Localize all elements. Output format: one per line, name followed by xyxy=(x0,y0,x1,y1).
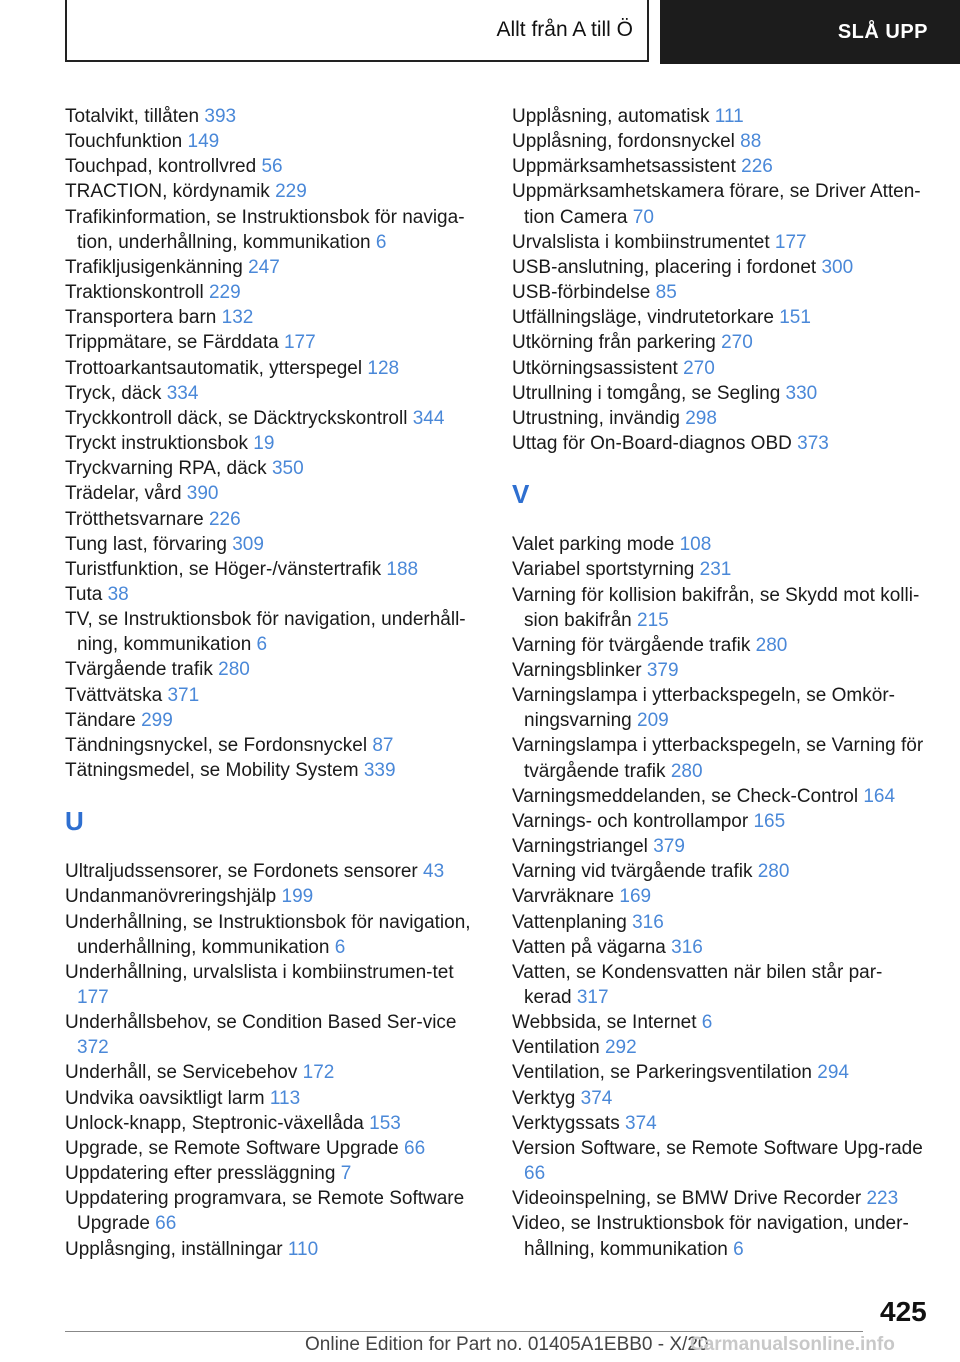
page-reference-link[interactable]: 43 xyxy=(423,861,445,883)
index-entry xyxy=(512,1035,928,1060)
index-entry-text: Varningsmeddelanden, se Check-Control xyxy=(512,785,859,807)
index-entry-text: Traktionskontroll xyxy=(65,282,204,304)
page-reference-link[interactable]: 66 xyxy=(155,1213,177,1235)
page-number: 425 xyxy=(880,1296,927,1327)
index-entry-text: Uppmärksamhetskamera förare, se Driver Atten-tion Camera xyxy=(512,181,921,228)
index-entry-text: Turistfunktion, se Höger-/vänstertrafik xyxy=(65,558,382,580)
page-reference-link[interactable]: 209 xyxy=(637,710,669,732)
index-entry xyxy=(65,1136,481,1161)
index-entry xyxy=(65,532,481,557)
index-entry-text: Tuta xyxy=(65,583,103,605)
page-reference-link[interactable]: 87 xyxy=(372,734,394,756)
page-reference-link[interactable]: 6 xyxy=(733,1238,744,1260)
index-entry xyxy=(512,658,928,683)
page-reference-link[interactable]: 177 xyxy=(283,332,316,354)
page-reference-link[interactable]: 350 xyxy=(271,458,304,480)
page-reference-link[interactable]: 151 xyxy=(779,307,811,329)
page-reference-link[interactable]: 19 xyxy=(253,433,275,455)
index-entry-text: Tung last, förvaring xyxy=(65,533,227,555)
index-entry-text: Varningslampa i ytterbackspegeln, se Omkör-ningsvarning xyxy=(512,685,895,732)
index-entry xyxy=(65,910,481,960)
page-reference-link[interactable]: 280 xyxy=(755,634,788,656)
index-entry-text: USB-förbindelse xyxy=(512,282,651,304)
index-entry xyxy=(65,1086,481,1111)
index-entry-text: Underhåll, se Servicebehov xyxy=(65,1062,298,1084)
page-reference-link[interactable]: 88 xyxy=(740,131,762,153)
page-reference-link[interactable]: 270 xyxy=(721,332,753,354)
page-reference-link[interactable]: 298 xyxy=(685,407,717,429)
index-entry-text: Webbsida, se Internet xyxy=(512,1012,697,1034)
index-entry xyxy=(65,683,481,708)
index-entry-text: Varning för tvärgående trafik xyxy=(512,634,751,656)
index-entry xyxy=(512,583,928,633)
index-entry xyxy=(65,330,481,355)
page-reference-link[interactable]: 177 xyxy=(77,987,109,1008)
index-entry xyxy=(65,1237,481,1262)
page-reference-link[interactable]: 56 xyxy=(261,156,283,178)
page-reference-link[interactable]: 66 xyxy=(404,1137,426,1159)
index-entry xyxy=(65,356,481,381)
page-reference-link[interactable]: 164 xyxy=(863,785,896,807)
index-entry-text: Underhållning, urvalslista i kombiinstrumen-tet xyxy=(65,961,454,983)
section-tab[interactable]: Allt från A till Ö xyxy=(65,0,649,62)
index-entry xyxy=(512,1086,928,1111)
index-entry xyxy=(65,1010,481,1060)
index-entry-text: Upplåsning, fordonsnyckel xyxy=(512,131,735,153)
page-reference-link[interactable]: 373 xyxy=(797,433,829,455)
index-entry-text: Transportera barn xyxy=(65,307,217,329)
index-entry-text: Videoinspelning, se BMW Drive Recorder xyxy=(512,1188,862,1210)
page-reference-link[interactable]: 330 xyxy=(785,382,818,404)
index-entry-text: Vatten på vägarna xyxy=(512,936,666,958)
page-reference-link[interactable]: 371 xyxy=(167,684,200,706)
index-entry-text: Uttag för On-Board-diagnos OBD xyxy=(512,433,792,455)
index-entry xyxy=(512,179,928,229)
page-reference-link[interactable]: 6 xyxy=(701,1012,713,1034)
index-entry-text: Undvika oavsiktligt larm xyxy=(65,1087,265,1109)
index-entry-text: Upplåsnging, inställningar xyxy=(65,1238,283,1260)
index-entry xyxy=(65,1111,481,1136)
index-entry xyxy=(512,532,928,557)
footer-divider xyxy=(65,1331,863,1332)
page-reference-link[interactable]: 70 xyxy=(632,206,654,228)
index-entry xyxy=(512,154,928,179)
index-entry xyxy=(65,607,481,657)
index-entry-text: Utkörning från parkering xyxy=(512,332,716,354)
index-entry xyxy=(65,255,481,280)
index-entry-text: Trafikinformation, se Instruktionsbok för naviga-tion, underhållning, kommunikation xyxy=(65,206,465,253)
page-reference-link[interactable]: 390 xyxy=(186,483,219,505)
index-entry xyxy=(65,431,481,456)
index-entry-text: TV, se Instruktionsbok för navigation, underhåll-ning, kommunikation xyxy=(65,609,466,656)
page-reference-link[interactable]: 108 xyxy=(679,534,712,556)
index-entry-text: Vatten, se Kondensvatten när bilen står par-kerad xyxy=(512,961,883,1008)
index-entry-text: Totalvikt, tillåten xyxy=(65,106,200,127)
index-entry-text: Underhållning, se Instruktionsbok för navigation, underhållning, kommunikation xyxy=(65,911,471,958)
index-entry xyxy=(512,859,928,884)
page-reference-link[interactable]: 317 xyxy=(576,987,609,1008)
index-entry-text: Trottoarkantsautomatik, ytterspegel xyxy=(65,357,363,379)
page-reference-link[interactable]: 215 xyxy=(637,609,669,631)
page-reference-link[interactable]: 334 xyxy=(166,382,199,404)
page-reference-link[interactable]: 229 xyxy=(208,282,241,304)
index-entry-text: Verktyg xyxy=(512,1087,576,1109)
index-entry xyxy=(512,305,928,330)
index-entry xyxy=(512,230,928,255)
index-entry xyxy=(512,834,928,859)
index-entry-text: Undanmanövreringshjälp xyxy=(65,886,277,908)
index-entry-text: Ventilation, se Parkeringsventilation xyxy=(512,1062,812,1084)
index-entry-text: Version Software, se Remote Software Upg-rade xyxy=(512,1137,923,1159)
index-entry xyxy=(65,708,481,733)
index-entry xyxy=(512,104,928,129)
index-column-left xyxy=(65,104,481,1262)
page-reference-link[interactable]: 280 xyxy=(218,659,250,681)
page-reference-link[interactable]: 339 xyxy=(363,760,396,782)
index-entry xyxy=(512,330,928,355)
index-entry xyxy=(512,733,928,783)
index-entry xyxy=(65,179,481,204)
index-entry xyxy=(65,129,481,154)
index-entry xyxy=(65,1060,481,1085)
index-entry xyxy=(512,960,928,1010)
lookup-button[interactable]: SLÅ UPP xyxy=(660,0,960,64)
watermark: Carmanualsonline.info xyxy=(690,1334,895,1355)
page-reference-link[interactable]: 379 xyxy=(646,659,679,681)
page-reference-link[interactable]: 6 xyxy=(256,634,268,656)
index-entry xyxy=(65,280,481,305)
index-entry-text: Upplåsning, automatisk xyxy=(512,106,710,127)
page-reference-link[interactable]: 128 xyxy=(367,357,400,379)
page-reference-link[interactable]: 199 xyxy=(281,886,314,908)
page-reference-link[interactable]: 374 xyxy=(625,1112,657,1134)
index-entry-text: Tändningsnyckel, se Fordonsnyckel xyxy=(65,734,368,756)
page-reference-link[interactable]: 165 xyxy=(753,810,786,832)
index-entry-text: Varning vid tvärgående trafik xyxy=(512,861,753,883)
index-entry xyxy=(65,557,481,582)
index-entry-text: Trötthetsvarnare xyxy=(65,508,204,530)
index-entry xyxy=(65,205,481,255)
index-entry xyxy=(512,884,928,909)
page-reference-link[interactable]: 280 xyxy=(670,760,703,782)
page-reference-link[interactable]: 132 xyxy=(221,307,254,329)
page-reference-link[interactable]: 316 xyxy=(632,911,664,933)
index-entry xyxy=(512,280,928,305)
index-entry xyxy=(65,456,481,481)
page-reference-link[interactable]: 229 xyxy=(275,181,307,203)
index-entry xyxy=(65,1161,481,1186)
index-entry-text: Touchpad, kontrollvred xyxy=(65,156,257,178)
page-reference-link[interactable]: 309 xyxy=(232,533,264,555)
page-reference-link[interactable]: 223 xyxy=(866,1188,899,1210)
index-entry xyxy=(65,582,481,607)
index-entry-text: TRACTION, kördynamik xyxy=(65,181,270,203)
index-entry xyxy=(512,1211,928,1261)
index-entry xyxy=(512,1111,928,1136)
page-header xyxy=(0,0,960,66)
index-entry xyxy=(512,381,928,406)
page-reference-link[interactable]: 280 xyxy=(757,861,790,883)
index-entry xyxy=(512,935,928,960)
index-entry-text: Tvättvätska xyxy=(65,684,163,706)
page-reference-link[interactable]: 111 xyxy=(714,106,744,127)
index-entry-text: Trippmätare, se Färddata xyxy=(65,332,279,354)
index-entry-text: Varning för kollision bakifrån, se Skydd mot kolli-sion bakifrån xyxy=(512,584,920,631)
page-reference-link[interactable]: 188 xyxy=(386,558,419,580)
index-entry xyxy=(512,356,928,381)
page-reference-link[interactable]: 38 xyxy=(107,583,129,605)
index-entry xyxy=(512,910,928,935)
index-entry xyxy=(512,557,928,582)
page-reference-link[interactable]: 7 xyxy=(340,1163,352,1185)
index-entry-text: Tryckt instruktionsbok xyxy=(65,433,249,455)
page-reference-link[interactable]: 270 xyxy=(683,357,715,379)
index-entry-text: Varnings- och kontrollampor xyxy=(512,810,749,832)
page-reference-link[interactable]: 344 xyxy=(412,407,445,429)
index-entry xyxy=(65,507,481,532)
index-letter-heading: V xyxy=(512,479,530,510)
page-reference-link[interactable]: 6 xyxy=(334,936,346,958)
index-entry-text: Variabel sportstyrning xyxy=(512,559,695,581)
index-entry xyxy=(65,960,481,1010)
index-entry xyxy=(65,884,481,909)
page-reference-link[interactable]: 172 xyxy=(302,1062,335,1084)
index-entry xyxy=(512,784,928,809)
index-entry xyxy=(512,809,928,834)
index-entry xyxy=(512,683,928,733)
page-reference-link[interactable]: 153 xyxy=(369,1112,401,1134)
page-reference-link[interactable]: 226 xyxy=(741,156,773,178)
index-entry-text: Trädelar, vård xyxy=(65,483,182,505)
index-entry-text: Valet parking mode xyxy=(512,534,675,556)
index-entry xyxy=(512,431,928,456)
index-entry-text: USB-anslutning, placering i fordonet xyxy=(512,256,817,278)
index-entry-text: Varvräknare xyxy=(512,886,615,908)
page-reference-link[interactable]: 66 xyxy=(524,1163,546,1185)
index-entry xyxy=(512,129,928,154)
index-entry-text: Tätningsmedel, se Mobility System xyxy=(65,760,359,782)
page-reference-link[interactable]: 379 xyxy=(653,836,685,858)
index-entry xyxy=(512,1060,928,1085)
index-entry-text: Varningsblinker xyxy=(512,659,642,681)
index-entry-text: Ultraljudssensorer, se Fordonets sensorer xyxy=(65,861,418,883)
page-reference-link[interactable]: 292 xyxy=(604,1037,637,1059)
index-entry-text: Varningstriangel xyxy=(512,836,648,858)
index-entry-text: Uppdatering efter pressläggning xyxy=(65,1163,336,1185)
page-footer xyxy=(0,1334,960,1362)
index-entry-text: Utrustning, invändig xyxy=(512,407,680,429)
index-entry xyxy=(65,305,481,330)
page-reference-link[interactable]: 393 xyxy=(204,106,237,127)
index-entry xyxy=(512,1010,928,1035)
index-column-right xyxy=(512,104,928,1262)
index-entry-text: Unlock-knapp, Steptronic-växellåda xyxy=(65,1112,364,1134)
index-entry-text: Uppmärksamhetsassistent xyxy=(512,156,736,178)
index-entry-text: Trafikljusigenkänning xyxy=(65,256,243,278)
page-reference-link[interactable]: 110 xyxy=(287,1238,319,1260)
index-entry xyxy=(65,406,481,431)
index-entry xyxy=(65,481,481,506)
index-entry-text: Underhållsbehov, se Condition Based Ser-vice xyxy=(65,1012,457,1034)
page-reference-link[interactable]: 6 xyxy=(375,231,387,253)
index-entry-text: Video, se Instruktionsbok för navigation, under-hållning, kommunikation xyxy=(512,1213,909,1260)
index-entry-text: Upgrade, se Remote Software Upgrade xyxy=(65,1137,399,1159)
page-reference-link[interactable]: 226 xyxy=(208,508,241,530)
index-entry-text: Uppdatering programvara, se Remote Software Upgrade xyxy=(65,1188,465,1235)
index-entry-text: Tryckkontroll däck, se Däcktryckskontroll xyxy=(65,407,408,429)
index-entry xyxy=(65,859,481,884)
index-entry-text: Verktygssats xyxy=(512,1112,620,1134)
index-entry xyxy=(65,733,481,758)
page-reference-link[interactable]: 372 xyxy=(77,1037,109,1059)
page-reference-link[interactable]: 299 xyxy=(141,709,173,731)
index-entry-text: Tvärgående trafik xyxy=(65,659,213,681)
index-entry xyxy=(512,633,928,658)
index-entry xyxy=(65,104,481,129)
index-entry-text: Utkörningsassistent xyxy=(512,357,678,379)
index-letter-heading: U xyxy=(65,806,84,837)
index-entry xyxy=(65,381,481,406)
page-reference-link[interactable]: 177 xyxy=(774,231,807,253)
edition-text: Online Edition for Part no. 01405A1EBB0 - X/20 xyxy=(305,1334,709,1355)
index-entry xyxy=(512,1186,928,1211)
page-reference-link[interactable]: 247 xyxy=(248,256,280,278)
index-entry-text: Tändare xyxy=(65,709,136,731)
page-reference-link[interactable]: 231 xyxy=(699,559,732,581)
index-entry-text: Utrullning i tomgång, se Segling xyxy=(512,382,781,404)
index-entry xyxy=(512,255,928,280)
index-entry-text: Urvalslista i kombiinstrumentet xyxy=(512,231,770,253)
index-entry-text: Utfällningsläge, vindrutetorkare xyxy=(512,307,774,329)
page-reference-link[interactable]: 169 xyxy=(619,886,652,908)
index-entry xyxy=(65,657,481,682)
index-entry-text: Touchfunktion xyxy=(65,131,183,153)
page-reference-link[interactable]: 85 xyxy=(655,282,677,304)
page-reference-link[interactable]: 149 xyxy=(187,131,220,153)
index-entry-text: Ventilation xyxy=(512,1037,600,1059)
page-reference-link[interactable]: 374 xyxy=(580,1087,613,1109)
index-entry xyxy=(512,406,928,431)
index-entry xyxy=(65,758,481,783)
index-entry-text: Tryck, däck xyxy=(65,382,162,404)
page-reference-link[interactable]: 316 xyxy=(671,936,703,958)
page-reference-link[interactable]: 300 xyxy=(821,256,854,278)
page-reference-link[interactable]: 294 xyxy=(817,1062,849,1084)
index-entry-text: Varningslampa i ytterbackspegeln, se Varning för tvärgående trafik xyxy=(512,735,924,782)
index-entry-text: Vattenplaning xyxy=(512,911,627,933)
index-entry xyxy=(65,154,481,179)
index-entry-text: Tryckvarning RPA, däck xyxy=(65,458,267,480)
page-reference-link[interactable]: 113 xyxy=(269,1087,301,1109)
index-entry xyxy=(65,1186,481,1236)
index-entry xyxy=(512,1136,928,1186)
